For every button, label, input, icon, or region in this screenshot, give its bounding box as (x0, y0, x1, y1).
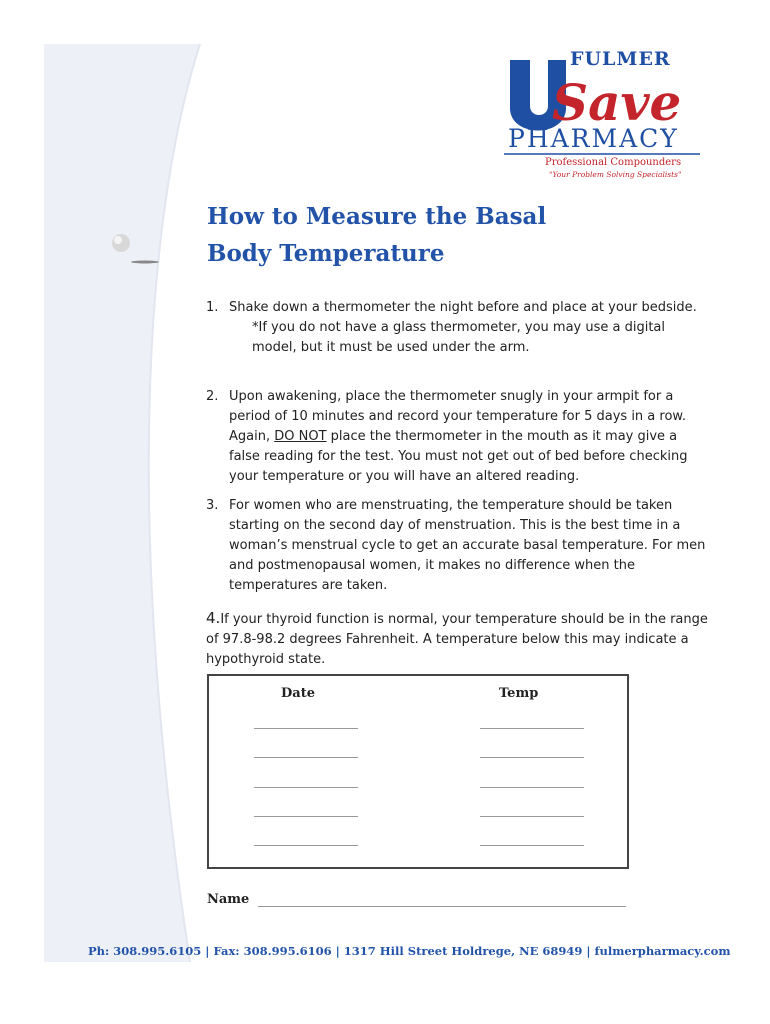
logo-pharmacy-text: PHARMACY (508, 124, 679, 153)
instruction-4 (206, 608, 708, 670)
contact-footer: Ph: 308.995.6105 | Fax: 308.995.6106 | 1317 Hill Street Holdrege, NE 68949 | fulmerpharmacy.com (88, 944, 731, 958)
temp-entry-line[interactable] (480, 845, 584, 846)
logo-fulmer-text: FULMER (570, 48, 671, 70)
instruction-number: 2. (206, 389, 219, 404)
title-line-1: How to Measure the Basal (207, 203, 547, 230)
page-title (207, 198, 677, 272)
instruction-text: If your thyroid function is normal, your temperature should be in the range of 97.8-98.2 degrees Fahrenheit. A temperature below this may indicate a hypothyroid state. (206, 612, 708, 667)
date-column-header: Date (281, 686, 315, 701)
instruction-2 (206, 387, 707, 487)
logo-tagline: Professional Compounders (545, 157, 682, 168)
name-entry-line[interactable] (258, 906, 626, 907)
temp-entry-line[interactable] (480, 728, 584, 729)
instruction-text (229, 387, 707, 487)
logo-slogan: "Your Problem Solving Specialists" (549, 170, 682, 179)
instruction-text: Shake down a thermometer the night before and place at your bedside. (229, 300, 697, 315)
instruction-text: For women who are menstruating, the temperature should be taken starting on the second day of menstruation. This is the best time in a woman’s menstrual cycle to get an accurate basal temperature. For men and postmenopausal women, it makes no difference when the temperatures are taken. (229, 498, 706, 593)
instruction-number: 1. (206, 300, 219, 315)
instruction-number: 3. (206, 498, 219, 513)
emphasis-do-not: DO NOT (274, 429, 327, 444)
title-line-2: Body Temperature (207, 240, 445, 267)
temperature-log-table (207, 674, 629, 869)
temp-entry-line[interactable] (480, 757, 584, 758)
date-entry-line[interactable] (254, 787, 358, 788)
instruction-3 (206, 496, 707, 596)
date-entry-line[interactable] (254, 728, 358, 729)
name-label: Name (207, 892, 250, 907)
ball-icon (112, 234, 130, 252)
instruction-note: *If you do not have a glass thermometer, you may use a digital model, but it must be used under the arm. (252, 320, 666, 355)
date-entry-line[interactable] (254, 816, 358, 817)
date-entry-line[interactable] (254, 757, 358, 758)
temp-entry-line[interactable] (480, 816, 584, 817)
instruction-1 (206, 298, 707, 358)
save-wordmark: Save (552, 73, 682, 132)
temp-column-header: Temp (499, 686, 539, 701)
date-entry-line[interactable] (254, 845, 358, 846)
instruction-number: 4. (206, 609, 221, 627)
instruction-text-part: Upon awakening, place the thermometer snugly in your armpit for a period of 10 minutes and record your temperature for 5 days in a row. Again, (229, 389, 686, 444)
temp-entry-line[interactable] (480, 787, 584, 788)
instruction-text-part: place the thermometer in the mouth as it may give a false reading for the test. You must not get out of bed before checking your temperature or you will have an altered reading. (229, 429, 688, 484)
